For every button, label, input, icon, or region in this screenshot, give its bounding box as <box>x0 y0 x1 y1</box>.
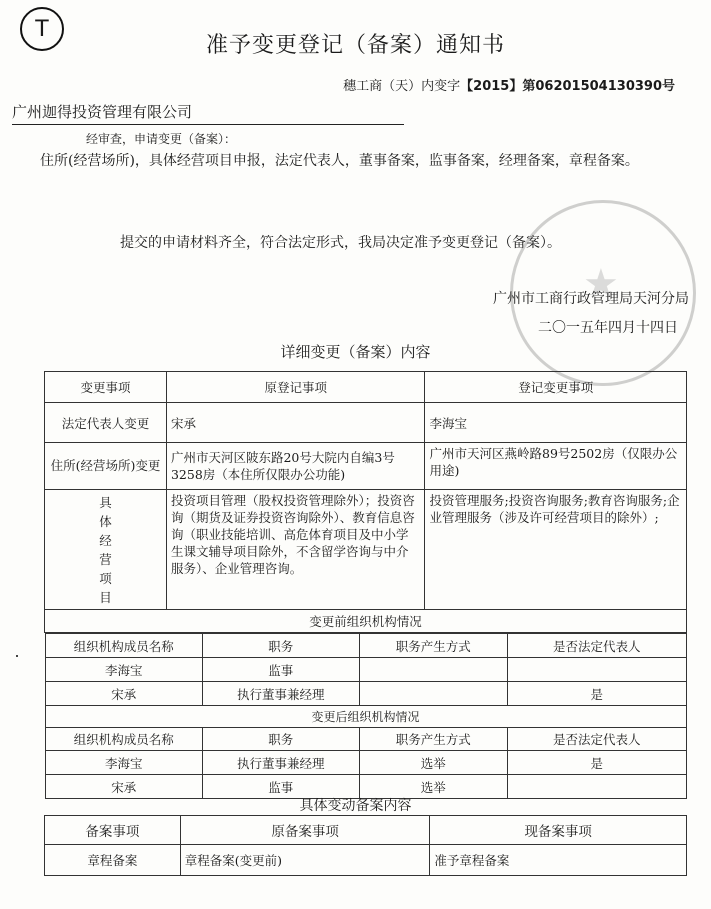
original-value: 投资项目管理（股权投资管理除外）；投资咨询（期货及证券投资咨询除外）、教育信息咨询（职业技能培训、高危体育项目及中小学生课文辅导项目除外，不含留学咨询与中介服务）、企业管理咨询。 <box>166 490 425 610</box>
member-position: 监事 <box>203 658 360 682</box>
change-details-table <box>44 371 687 799</box>
filing-header-current: 现备案事项 <box>430 816 687 845</box>
issue-date: 二〇一五年四月十四日 <box>538 320 678 336</box>
table-row <box>45 845 687 876</box>
change-item: 具体经营项目 <box>45 490 167 610</box>
member-legal-rep <box>508 658 686 682</box>
filing-header-item: 备案事项 <box>45 816 181 845</box>
member-name: 李海宝 <box>45 658 203 682</box>
member-name: 宋承 <box>45 775 203 799</box>
new-value: 李海宝 <box>425 403 687 443</box>
org-header-legal-rep: 是否法定代表人 <box>508 728 686 751</box>
before-org-table <box>45 633 687 799</box>
new-value: 投资管理服务;投资咨询服务;教育咨询服务;企业管理服务（涉及许可经营项目的除外）; <box>425 490 687 610</box>
member-legal-rep: 是 <box>508 751 686 775</box>
scan-speck <box>16 655 18 657</box>
org-header-name: 组织机构成员名称 <box>45 728 203 751</box>
member-position: 执行董事兼经理 <box>203 751 360 775</box>
change-item: 法定代表人变更 <box>45 403 167 443</box>
document-title: 准予变更登记（备案）通知书 <box>205 33 505 58</box>
changed-items-text: 住所(经营场所)，具体经营项目申报，法定代表人，董事备案，监事备案，经理备案，章程备案。 <box>40 153 639 169</box>
member-method: 选举 <box>359 751 508 775</box>
member-position: 监事 <box>203 775 360 799</box>
filing-header-original: 原备案事项 <box>180 816 430 845</box>
detail-section-title: 详细变更（备案）内容 <box>280 343 431 361</box>
change-item: 住所(经营场所)变更 <box>45 443 167 490</box>
filing-original: 章程备案(变更前) <box>180 845 430 876</box>
company-name: 广州迦得投资管理有限公司 <box>12 101 404 125</box>
original-value: 广州市天河区陂东路20号大院内自编3号3258房（本住所仅限办公功能) <box>166 443 425 490</box>
org-header-method: 职务产生方式 <box>359 728 508 751</box>
member-name: 李海宝 <box>45 751 203 775</box>
table-row <box>45 682 686 706</box>
table-row <box>45 751 686 775</box>
org-header-legal-rep: 是否法定代表人 <box>508 634 686 658</box>
document-number: 穗工商（天）内变字【2015】第06201504130390号 <box>343 79 675 94</box>
header-new-item: 登记变更事项 <box>425 372 687 403</box>
member-legal-rep: 是 <box>508 682 686 706</box>
member-position: 执行董事兼经理 <box>203 682 360 706</box>
filing-table <box>44 815 687 876</box>
circled-t-logo: T <box>20 7 64 51</box>
after-org-title: 变更后组织机构情况 <box>45 706 686 728</box>
member-method <box>359 658 508 682</box>
member-method <box>359 682 508 706</box>
new-value: 广州市天河区燕岭路89号2502房（仅限办公用途) <box>425 443 687 490</box>
filing-item: 章程备案 <box>45 845 181 876</box>
member-method: 选举 <box>359 775 508 799</box>
header-original-item: 原登记事项 <box>166 372 425 403</box>
header-change-item: 变更事项 <box>45 372 167 403</box>
org-header-name: 组织机构成员名称 <box>45 634 203 658</box>
filing-current: 准予章程备案 <box>430 845 687 876</box>
org-header-method: 职务产生方式 <box>359 634 508 658</box>
decision-text: 提交的申请材料齐全，符合法定形式，我局决定准予变更登记（备案）。 <box>120 235 561 251</box>
member-name: 宋承 <box>45 682 203 706</box>
table-row <box>45 658 686 682</box>
review-line: 经审查，申请变更（备案）： <box>86 132 237 146</box>
org-header-position: 职务 <box>203 634 360 658</box>
org-header-position: 职务 <box>203 728 360 751</box>
before-org-title: 变更前组织机构情况 <box>45 610 687 633</box>
issuing-authority: 广州市工商行政管理局天河分局 <box>493 291 689 307</box>
filing-section-title: 具体变动备案内容 <box>299 798 412 814</box>
original-value: 宋承 <box>166 403 425 443</box>
